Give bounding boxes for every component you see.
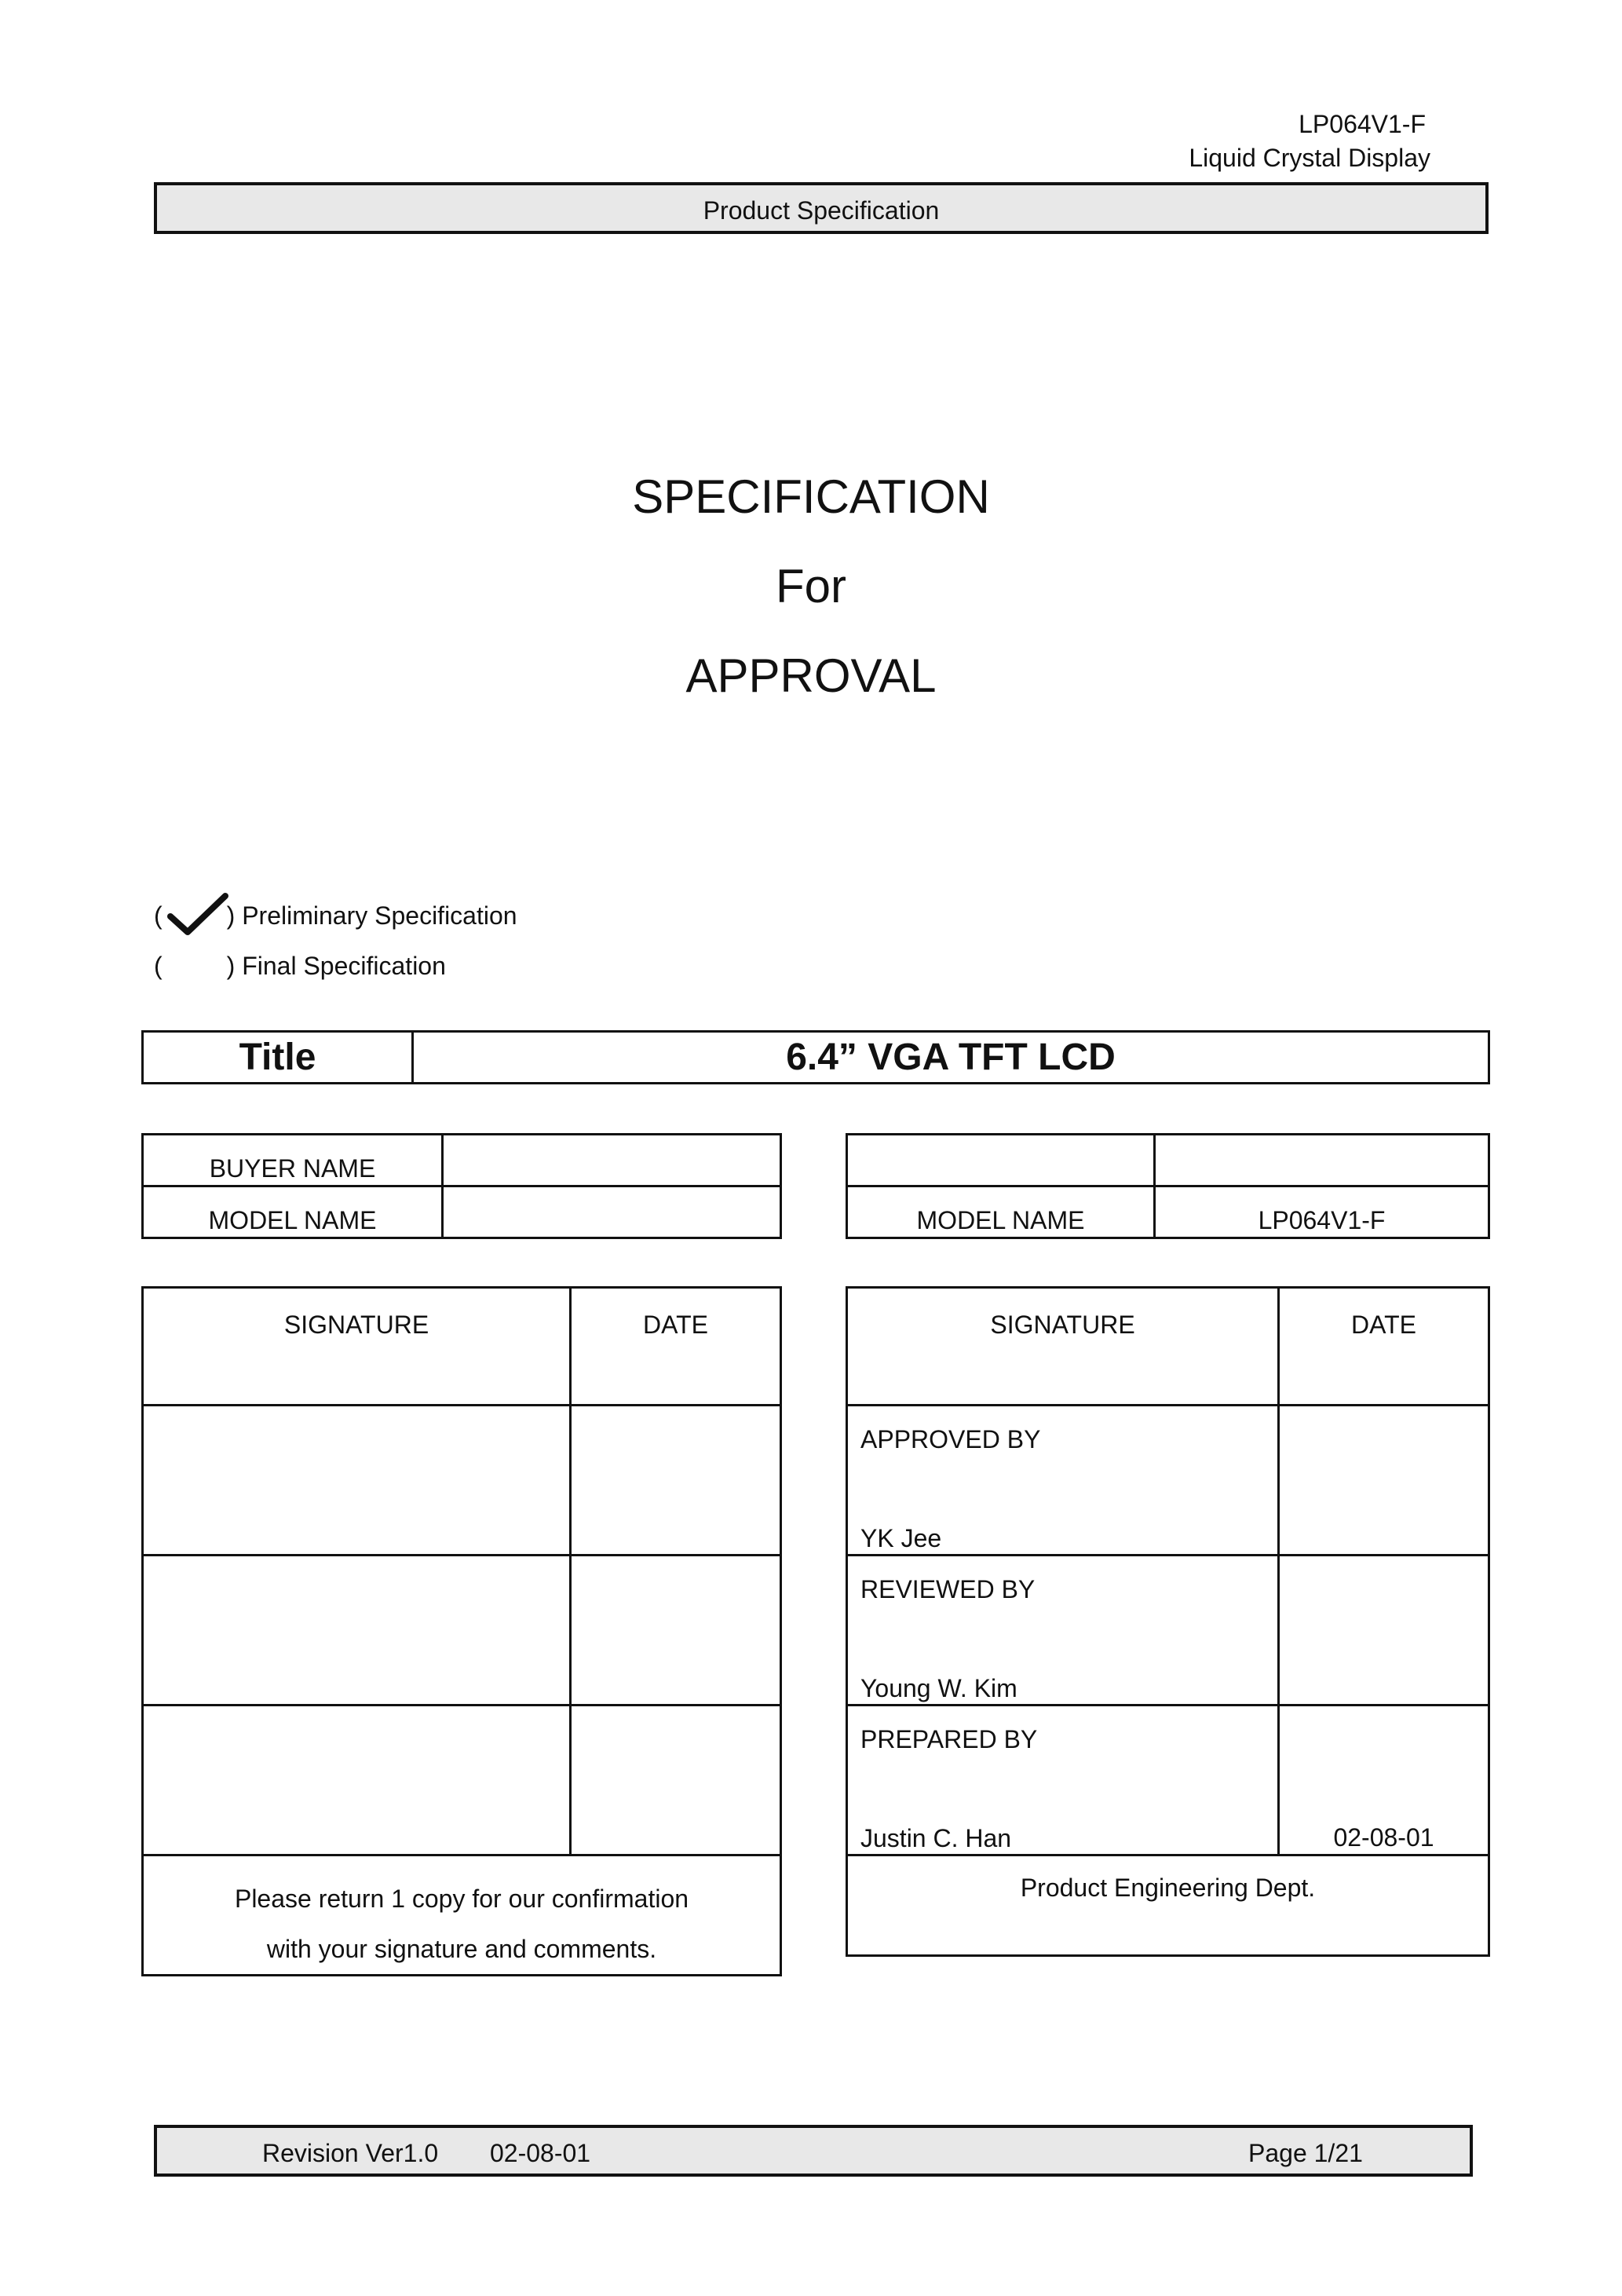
supplier-prepared-cell xyxy=(847,1706,1279,1855)
title-value: 6.4” VGA TFT LCD xyxy=(413,1032,1489,1084)
option-final-label: ) Final Specification xyxy=(226,952,446,980)
footer-revision: Revision Ver1.0 xyxy=(262,2139,439,2167)
buyer-return-note-line2: with your signature and comments. xyxy=(266,1935,657,1963)
buyer-signature-cell[interactable] xyxy=(143,1406,571,1556)
main-title-line1: SPECIFICATION xyxy=(632,470,990,523)
footer-bar xyxy=(154,2125,1473,2177)
main-title-line3: APPROVAL xyxy=(685,649,937,702)
supplier-empty-cell xyxy=(847,1135,1155,1186)
header-product-type: Liquid Crystal Display xyxy=(1189,144,1430,172)
buyer-model-label: MODEL NAME xyxy=(143,1186,443,1238)
title-label: Title xyxy=(143,1032,413,1084)
approved-by-name: YK Jee xyxy=(860,1524,942,1552)
prepared-by-label: PREPARED BY xyxy=(860,1725,1038,1753)
prepared-date: 02-08-01 xyxy=(1279,1706,1489,1855)
buyer-date-cell[interactable] xyxy=(571,1706,781,1855)
buyer-table xyxy=(141,1133,782,1239)
buyer-signature-cell[interactable] xyxy=(143,1556,571,1706)
header-bar xyxy=(154,182,1489,234)
buyer-date-cell[interactable] xyxy=(571,1556,781,1706)
supplier-model-label: MODEL NAME xyxy=(847,1186,1155,1238)
main-title-line2: For xyxy=(776,560,846,612)
footer-page: Page 1/21 xyxy=(1248,2139,1363,2167)
option-preliminary-label: ) Preliminary Specification xyxy=(226,901,517,930)
supplier-approved-cell xyxy=(847,1406,1279,1556)
buyer-return-note-line1: Please return 1 copy for our confirmation xyxy=(234,1885,689,1913)
supplier-model-value: LP064V1-F xyxy=(1155,1186,1489,1238)
supplier-empty-cell xyxy=(1155,1135,1489,1186)
supplier-signature-header: SIGNATURE xyxy=(847,1288,1279,1406)
supplier-date-header: DATE xyxy=(1279,1288,1489,1406)
supplier-dept: Product Engineering Dept. xyxy=(847,1855,1489,1956)
footer-date: 02-08-01 xyxy=(490,2139,591,2167)
checkmark-icon xyxy=(163,905,227,930)
option-preliminary: ( ) Preliminary Specification xyxy=(154,901,517,930)
approved-date xyxy=(1279,1406,1489,1556)
supplier-table xyxy=(846,1133,1490,1239)
option-final: ( ) Final Specification xyxy=(154,952,446,980)
reviewed-by-label: REVIEWED BY xyxy=(860,1575,1036,1603)
header-model: LP064V1-F xyxy=(1299,110,1426,138)
buyer-name-label: BUYER NAME xyxy=(143,1135,443,1186)
buyer-return-note xyxy=(143,1855,781,1976)
prepared-by-name: Justin C. Han xyxy=(860,1824,1012,1852)
buyer-date-cell[interactable] xyxy=(571,1406,781,1556)
supplier-reviewed-cell xyxy=(847,1556,1279,1706)
header-bar-label: Product Specification xyxy=(703,196,940,225)
buyer-signature-table xyxy=(141,1286,782,1976)
reviewed-date xyxy=(1279,1556,1489,1706)
supplier-signature-table xyxy=(846,1286,1490,1957)
buyer-name-field[interactable] xyxy=(443,1135,781,1186)
buyer-signature-header: SIGNATURE xyxy=(143,1288,571,1406)
title-table xyxy=(141,1030,1490,1084)
reviewed-by-name: Young W. Kim xyxy=(860,1674,1017,1702)
buyer-model-field[interactable] xyxy=(443,1186,781,1238)
approved-by-label: APPROVED BY xyxy=(860,1425,1041,1453)
buyer-signature-cell[interactable] xyxy=(143,1706,571,1855)
buyer-date-header: DATE xyxy=(571,1288,781,1406)
